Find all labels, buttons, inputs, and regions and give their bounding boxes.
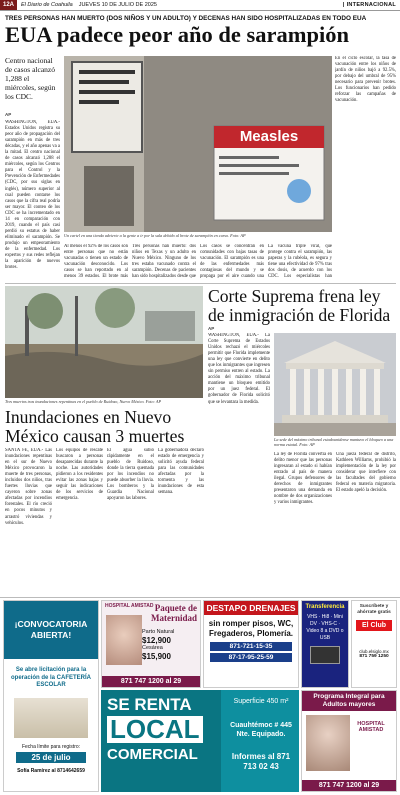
renta-line3: COMERCIAL — [107, 746, 198, 763]
renta-line2: LOCAL — [107, 716, 203, 743]
paper-name: El Diario de Coahuila — [21, 2, 73, 8]
story2-col2: La ley de Florida convertía en delito menor que las personas ingresaran al estado si habían entrado al país de manera ilegal. Grupos defensores de derechos de inmigrantes presentaron una demanda en nombre de dos organizaciones y varios inmigrantes. — [274, 452, 332, 506]
adultos-hospital: HOSPITAL AMISTAD — [357, 721, 385, 733]
destapo-phone1: 871-721-15-35 — [210, 642, 292, 651]
club-site: club.elsiglo.mx — [359, 649, 389, 654]
measles-sign-text: Measles — [239, 128, 299, 145]
ad-adultos — [301, 690, 397, 792]
renta-address: Cuauhtémoc # 445 Nte. Equipado. — [230, 722, 292, 738]
maternidad-item1: Parto Natural — [142, 629, 175, 635]
maternidad-price1: $12,900 — [142, 636, 171, 645]
story1-col2: Al menos el 92% de los casos son entre personas que no están vacunadas o tienen un estado de vacunación desconocido. Los casos se han reportado en al menos 39 estados. El brote más — [64, 244, 128, 280]
tape-icon — [310, 646, 340, 664]
story2-headline: Corte Suprema frena ley de inmigración de Florida — [208, 286, 391, 325]
story3-caption: Tres muertos tras inundaciones repentinas en el pueblo de Ruidoso, Nuevo México. Foto: AP — [5, 399, 162, 404]
convocatoria-contact: Sofía Ramírez al 8714642659 — [17, 767, 85, 774]
maternidad-price2: $15,900 — [142, 652, 171, 661]
supreme-court-illustration — [274, 333, 396, 436]
ad-maternidad — [101, 600, 201, 688]
story3-photo — [5, 286, 203, 398]
divider — [5, 283, 396, 284]
story1-col3: Tres personas han muerto: dos niños en Texas y un adulto en Nuevo México. Ninguno de los tres estaba vacunado contra el sarampión. Decenas de pacientes han sido hospitalizados desde que — [132, 244, 196, 280]
destapo-phone2: 87-17-95-25-59 — [210, 653, 292, 662]
transferencia-title: Transferencia — [305, 604, 345, 610]
maternidad-item2: Cesárea — [142, 645, 163, 651]
club-title: Suscríbete y ahórrate gratis — [357, 604, 391, 615]
page-header — [0, 0, 400, 11]
story1-col5: La vacuna triple viral, que protege contra el sarampión, las paperas y la rubéola, es segura y tiene una efectividad de 97% tras dos dosis, de acuerdo con los CDC. Los especialistas han — [268, 244, 332, 280]
ad-destapo — [203, 600, 299, 688]
maternidad-title: Paquete de Maternidad — [151, 603, 197, 623]
story1-col6: En el ciclo escolar, la tasa de vacunación entre los niños de jardín de niños bajó a 92.5%, por debajo del umbral de 95% necesario para prevenir brotes. Los funcionarios han pedido reforzar las campañas de vacunación. — [335, 56, 396, 104]
story1-photo — [64, 56, 332, 232]
ads-divider — [0, 597, 400, 598]
story1-deck: Centro nacional de casos alcanzó 1,288 el miércoles, según los CDC. — [5, 56, 56, 101]
story1-headline: EUA padece peor año de sarampión — [5, 22, 349, 47]
ad-convocatoria — [3, 600, 99, 792]
ad-transferencia — [301, 600, 349, 688]
page-number: 12A — [0, 0, 17, 10]
cafeteria-image — [14, 698, 88, 738]
story1-col4: Los casos se concentran en comunidades con bajas tasas de vacunación. El sarampión es una de las enfermedades más contagiosas del mundo y se propaga por el aire cuando una — [200, 244, 264, 280]
convocatoria-text: Se abre licitación para la operación de la CAFETERÍA ESCOLAR — [10, 667, 91, 688]
story2-col3: Una jueza federal de distrito, Kathleen Williams, prohibió la implementación de la ley por considerar que interfiere con las facultades del gobierno federal en materia migratoria. El estado apeló la decisión. — [336, 452, 396, 494]
section-name: | INTERNACIONAL — [342, 2, 396, 8]
ad-club — [351, 600, 397, 688]
ad-se-renta — [101, 690, 299, 792]
story1-caption: Un cartel en una tienda advierte a la gente a ir por la sala debido al brote de sarampión en curso. Foto: AP — [64, 233, 246, 238]
story2-col1: WASHINGTON, EUA.- La Corte Suprema de Estados Unidos rechazó el miércoles permitir que Florida implemente una ley que convierte en delito que los inmigrantes que ingresen sin permiso entren al estado. La acción del máximo tribunal mantiene un bloqueo emitido por un juez federal. El gobernador de Florida solicitó que se levantara la medida. — [208, 333, 270, 405]
adultos-phone: 871 747 1200 al 29 — [302, 780, 396, 791]
story3-col4: La gobernadora declaró estado de emergencia y solicitó ayuda federal para las comunidades afectadas por la tormenta y las inundaciones de esta semana. — [158, 448, 204, 496]
convocatoria-date-label: Fecha límite para registro: — [21, 743, 81, 750]
club-brand: El Club — [356, 620, 392, 631]
club-phone: 871 759 1250 — [359, 654, 389, 659]
destapo-title: DESTAPO DRENAJES — [204, 601, 298, 615]
story3-col1: SANTA FE, EUA.- Las inundaciones repentinas en el sur de Nuevo México provocaron la muerte de tres personas, incluidos dos niños, tras fuertes lluvias que cayeron sobre zonas afectadas por incendios forestales. El río creció en pocos minutos y arrastró viviendas y vehículos. — [5, 448, 52, 526]
story3-headline: Inundaciones en Nuevo México causan 3 muertes — [5, 407, 185, 446]
story2-byline: AP — [208, 326, 215, 331]
convocatoria-date: 25 de julio — [16, 752, 86, 763]
flood-scene-illustration — [5, 286, 203, 398]
renta-area: Superficie 450 m² — [233, 698, 289, 705]
maternidad-phone: 871 747 1200 al 29 — [102, 676, 200, 687]
adultos-title: Programa Integral para Adultos mayores — [302, 691, 396, 711]
renta-line1: SE RENTA — [107, 695, 192, 714]
destapo-text: sin romper pisos, WC, Fregaderos, Plomería. — [208, 619, 294, 638]
convocatoria-title: ¡CONVOCATORIA ABIERTA! — [14, 619, 88, 640]
story1-kicker: TRES PERSONAS HAN MUERTO (DOS NIÑOS Y UN ADULTO) Y DECENAS HAN SIDO HOSPITALIZADAS EN TODO EUA — [5, 15, 367, 22]
story1-byline: AP — [5, 112, 12, 117]
transferencia-text: VHS · Hi8 · Mini DV · VHS-C · Video 8 a DVD o USB — [306, 614, 344, 641]
story3-col2: Los equipos de rescate buscaron a personas desaparecidas durante la noche. Las autoridades pidieron a los residentes evitar las zonas bajas y seguir las indicaciones de los servicios de emergencia. — [56, 448, 103, 502]
story2-photo — [274, 333, 396, 436]
renta-info: Informes al 871 713 02 43 — [231, 752, 291, 771]
story3-col3: El agua subió rápidamente en el pueblo de Ruidoso, donde la tierra quemada por los incendios no puede absorber la lluvia. Los bomberos y la Guardia Nacional apoyaron las labores. — [107, 448, 154, 502]
story1-col1: WASHINGTON, EUA.- Estados Unidos registra su peor año de propagación del sarampión en más de tres décadas, y el año apenas va a la mitad. El centro nacional de casos alcanzó 1,288 el miércoles, según los Centros para el Control y la Prevención de Enfermedades (CDC, por sus siglas en inglés), número superior al cual pueden contarse los casos que la cifra real podría ser mayor. El conteo de los CDC se ha incrementado en 14 en comparación con 2019, cuando el país casi perdió su estatus de haber eliminado el sarampión. Se produjo un empeoramiento de la enfermedad. Los expertos y sus redes reflejan la aparición de nuevos brotes. — [5, 120, 60, 271]
maternidad-hospital: HOSPITAL AMISTAD — [105, 603, 154, 609]
mother-baby-image — [106, 615, 142, 665]
issue-date: JUEVES 10 DE JULIO DE 2025 — [78, 2, 157, 8]
story2-caption: La sede del máximo tribunal estadounidense mantuvo el bloqueo a una norma estatal. Foto: AP — [274, 437, 394, 448]
elderly-image — [306, 715, 350, 771]
